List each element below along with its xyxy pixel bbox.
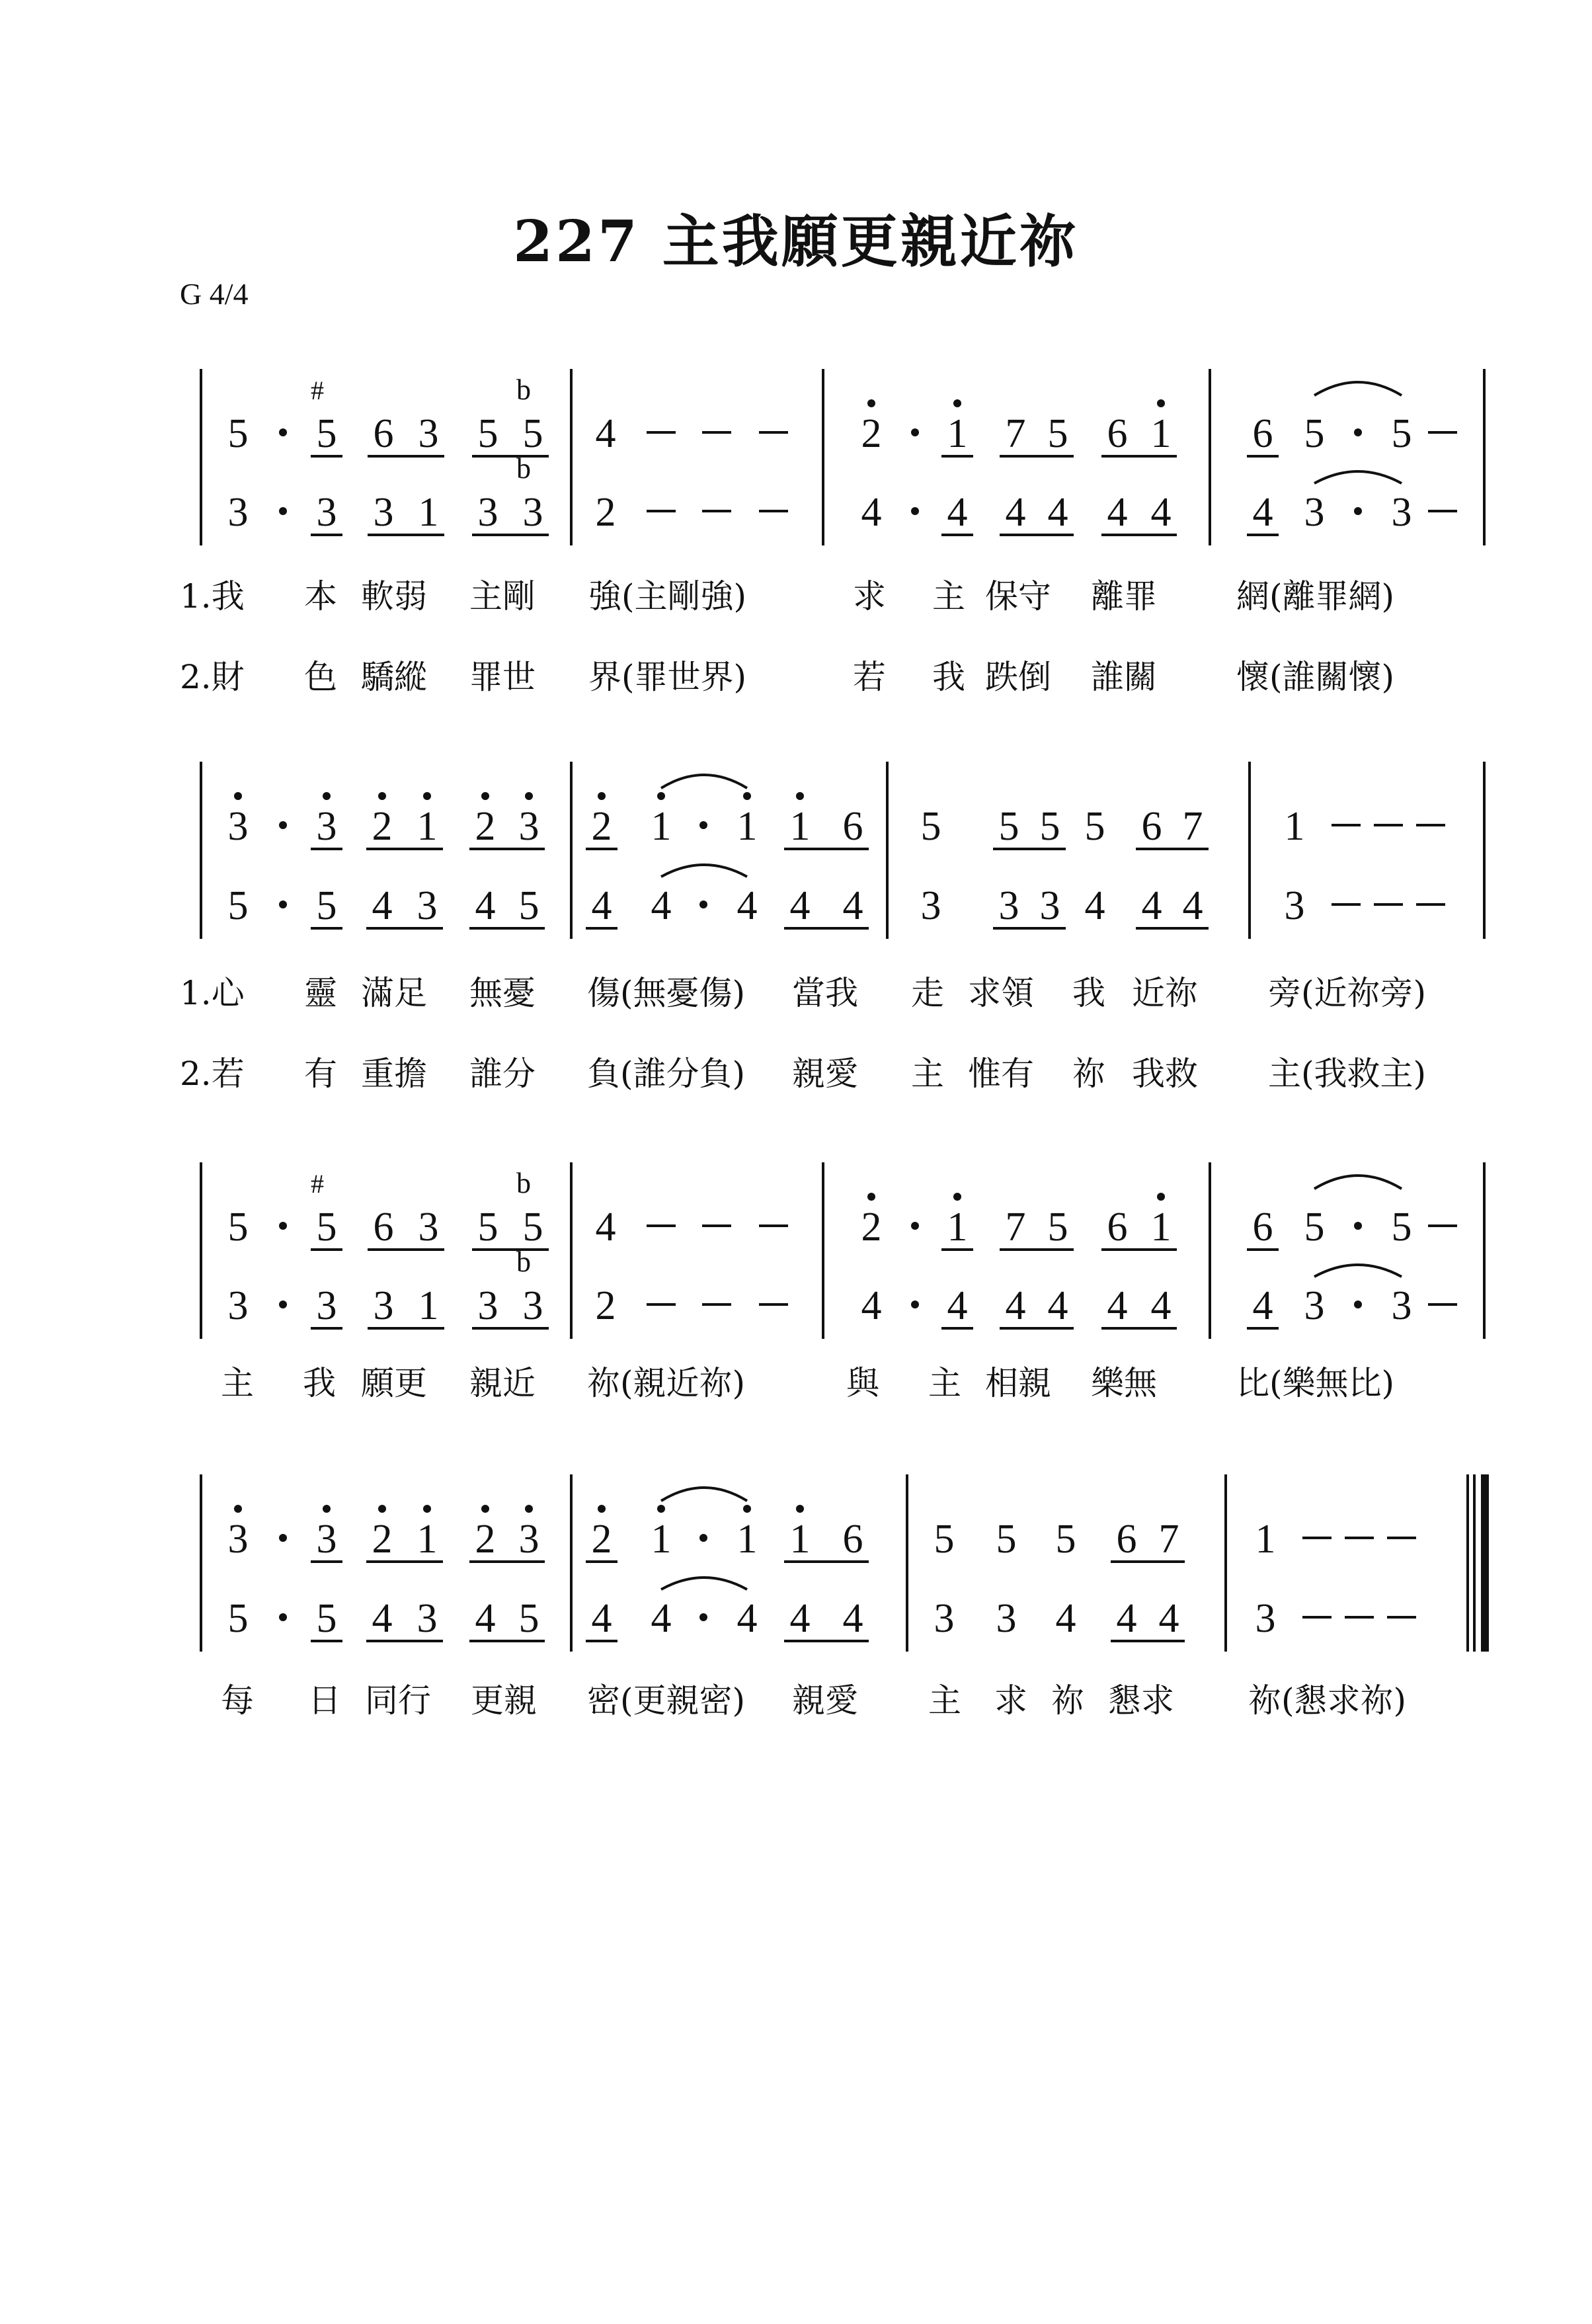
octave-dot	[378, 792, 386, 800]
note-4: 4	[372, 883, 393, 928]
note-4: 4	[651, 1596, 672, 1641]
note-2: 2	[372, 1517, 393, 1562]
note-4: 4	[1150, 1283, 1172, 1328]
note-2: 2	[595, 490, 616, 535]
note-4: 4	[842, 1596, 863, 1641]
note-5: 5	[1304, 411, 1325, 456]
lyric-word: 誰分	[469, 1055, 536, 1093]
note-7: 7	[1005, 411, 1026, 456]
lyric-word: 色	[304, 658, 337, 696]
key-time-signature: G 4/4	[180, 277, 249, 311]
note-1: 1	[1255, 1517, 1276, 1562]
note-3: 3	[227, 490, 249, 535]
note-5: 5	[477, 411, 498, 456]
octave-dot	[423, 1505, 431, 1513]
note-5: 5	[1047, 411, 1068, 456]
lyric-word: 離罪	[1091, 577, 1157, 616]
note-1: 1	[1150, 411, 1172, 456]
dot-mark	[279, 901, 287, 908]
note-4: 4	[947, 490, 968, 535]
note-4: 4	[591, 1596, 612, 1641]
slur-arc	[661, 1488, 747, 1501]
lyric-word: 更親	[471, 1681, 537, 1720]
lyric-word: 祢(懇求祢)	[1248, 1681, 1407, 1720]
note-5: 5	[996, 1517, 1017, 1562]
octave-dot	[743, 792, 751, 800]
flat-accidental: b	[516, 1246, 531, 1278]
slur-arc	[661, 865, 747, 877]
note-4: 4	[1005, 1283, 1026, 1328]
note-4: 4	[1107, 1283, 1128, 1328]
octave-dot	[953, 399, 961, 407]
lyric-word: 本	[304, 577, 337, 616]
note-2: 2	[475, 1517, 496, 1562]
lyric-word: 網(離罪網)	[1236, 577, 1395, 616]
lyric-word: 2.財	[180, 658, 245, 696]
note-3: 3	[417, 883, 438, 928]
note-4: 4	[475, 1596, 496, 1641]
note-4: 4	[1084, 883, 1105, 928]
note-1: 1	[736, 1517, 758, 1562]
lyric-word: 求	[853, 577, 886, 616]
dot-mark	[279, 507, 287, 515]
dot-mark	[1354, 1222, 1362, 1230]
dot-mark	[1354, 428, 1362, 436]
lyric-word: 同行	[365, 1681, 431, 1720]
note-1: 1	[418, 1283, 439, 1328]
note-5: 5	[998, 804, 1019, 849]
note-1: 1	[736, 804, 758, 849]
note-5: 5	[316, 411, 337, 456]
dot-mark	[699, 821, 707, 829]
dot-mark	[279, 1534, 287, 1542]
lyric-word: 負(誰分負)	[587, 1055, 746, 1093]
lyric-word: 樂無	[1091, 1364, 1157, 1402]
note-6: 6	[1252, 411, 1273, 456]
lyric-word: 懇求	[1108, 1681, 1174, 1720]
note-6: 6	[842, 1517, 863, 1562]
note-3: 3	[522, 1283, 543, 1328]
dot-mark	[1354, 507, 1362, 515]
lyric-word: 密(更親密)	[587, 1681, 746, 1720]
lyric-word: 我	[932, 658, 965, 696]
lyric-word: 祢(親近祢)	[587, 1364, 746, 1402]
sharp-accidental: #	[311, 376, 324, 405]
slur-arc	[1314, 471, 1402, 483]
note-6: 6	[1107, 1205, 1128, 1250]
note-1: 1	[789, 1517, 811, 1562]
octave-dot	[657, 792, 665, 800]
lyric-word: 我救	[1132, 1055, 1198, 1093]
lyric-word: 親愛	[792, 1055, 858, 1093]
lyric-word: 走	[911, 974, 944, 1012]
dot-mark	[279, 1301, 287, 1308]
note-4: 4	[591, 883, 612, 928]
dot-mark	[279, 1222, 287, 1230]
lyric-word: 滿足	[361, 974, 427, 1012]
note-3: 3	[934, 1596, 955, 1641]
note-3: 3	[227, 804, 249, 849]
lyric-word: 親近	[469, 1364, 536, 1402]
octave-dot	[598, 1505, 606, 1513]
dot-mark	[699, 1534, 707, 1542]
note-4: 4	[595, 1205, 616, 1250]
note-5: 5	[227, 411, 249, 456]
note-5: 5	[1084, 804, 1105, 849]
note-3: 3	[1391, 490, 1412, 535]
dot-mark	[279, 821, 287, 829]
octave-dot	[481, 1505, 489, 1513]
octave-dot	[481, 792, 489, 800]
note-2: 2	[591, 804, 612, 849]
lyric-word: 若	[853, 658, 886, 696]
note-3: 3	[227, 1283, 249, 1328]
lyric-word: 1.心	[180, 974, 245, 1012]
dot-mark	[699, 1613, 707, 1621]
lyric-word: 主(我救主)	[1268, 1055, 1427, 1093]
note-2: 2	[475, 804, 496, 849]
note-4: 4	[736, 883, 758, 928]
note-5: 5	[1039, 804, 1060, 849]
note-3: 3	[1284, 883, 1305, 928]
note-5: 5	[522, 1205, 543, 1250]
note-3: 3	[477, 1283, 498, 1328]
note-5: 5	[934, 1517, 955, 1562]
lyric-word: 主	[932, 577, 965, 616]
lyric-word: 親愛	[792, 1681, 858, 1720]
lyric-word: 祢	[1072, 1055, 1105, 1093]
note-1: 1	[1284, 804, 1305, 849]
note-5: 5	[1055, 1517, 1076, 1562]
octave-dot	[953, 1193, 961, 1201]
lyric-word: 重擔	[361, 1055, 427, 1093]
lyric-word: 主	[928, 1681, 961, 1720]
lyric-word: 有	[304, 1055, 337, 1093]
note-4: 4	[842, 883, 863, 928]
note-3: 3	[316, 804, 337, 849]
note-3: 3	[418, 1205, 439, 1250]
note-2: 2	[591, 1517, 612, 1562]
note-5: 5	[316, 1205, 337, 1250]
note-4: 4	[736, 1596, 758, 1641]
lyric-word: 跌倒	[985, 658, 1051, 696]
sharp-accidental: #	[311, 1169, 324, 1199]
lyric-word: 日	[308, 1681, 341, 1720]
lyric-word: 罪世	[469, 658, 536, 696]
lyric-word: 求	[994, 1681, 1027, 1720]
dot-mark	[911, 507, 919, 515]
octave-dot	[234, 1505, 242, 1513]
note-5: 5	[518, 883, 539, 928]
note-3: 3	[227, 1517, 249, 1562]
note-3: 3	[1304, 1283, 1325, 1328]
lyric-word: 強(主剛強)	[588, 577, 747, 616]
note-4: 4	[1005, 490, 1026, 535]
note-3: 3	[417, 1596, 438, 1641]
dot-mark	[699, 901, 707, 908]
lyric-word: 惟有	[968, 1055, 1034, 1093]
lyric-word: 我	[303, 1364, 336, 1402]
note-3: 3	[1039, 883, 1060, 928]
octave-dot	[525, 792, 533, 800]
slur-arc	[661, 775, 747, 788]
note-3: 3	[920, 883, 941, 928]
note-2: 2	[595, 1283, 616, 1328]
note-3: 3	[316, 1517, 337, 1562]
octave-dot	[234, 792, 242, 800]
note-5: 5	[316, 1596, 337, 1641]
note-5: 5	[316, 883, 337, 928]
lyric-word: 當我	[792, 974, 858, 1012]
octave-dot	[657, 1505, 665, 1513]
octave-dot	[423, 792, 431, 800]
note-1: 1	[651, 804, 672, 849]
note-3: 3	[522, 490, 543, 535]
note-4: 4	[1107, 490, 1128, 535]
octave-dot	[743, 1505, 751, 1513]
lyric-word: 我	[1072, 974, 1105, 1012]
lyric-word: 懷(誰關懷)	[1236, 658, 1395, 696]
note-5: 5	[1304, 1205, 1325, 1250]
note-3: 3	[518, 804, 539, 849]
lyric-word: 相親	[985, 1364, 1051, 1402]
octave-dot	[323, 792, 331, 800]
note-5: 5	[1047, 1205, 1068, 1250]
lyric-word: 主	[911, 1055, 944, 1093]
dot-mark	[911, 1301, 919, 1308]
slur-arc	[1314, 382, 1402, 395]
note-4: 4	[651, 883, 672, 928]
note-3: 3	[998, 883, 1019, 928]
note-5: 5	[1391, 411, 1412, 456]
note-5: 5	[477, 1205, 498, 1250]
octave-dot	[323, 1505, 331, 1513]
note-5: 5	[522, 411, 543, 456]
note-1: 1	[789, 804, 811, 849]
note-6: 6	[1107, 411, 1128, 456]
note-4: 4	[861, 490, 882, 535]
note-3: 3	[518, 1517, 539, 1562]
note-3: 3	[1304, 490, 1325, 535]
note-6: 6	[842, 804, 863, 849]
note-3: 3	[996, 1596, 1017, 1641]
lyric-word: 主剛	[469, 577, 536, 616]
note-4: 4	[475, 883, 496, 928]
note-4: 4	[595, 411, 616, 456]
octave-dot	[796, 792, 804, 800]
note-6: 6	[1252, 1205, 1273, 1250]
dot-mark	[911, 1222, 919, 1230]
octave-dot	[525, 1505, 533, 1513]
note-2: 2	[861, 411, 882, 456]
note-3: 3	[418, 411, 439, 456]
lyric-word: 界(罪世界)	[588, 658, 747, 696]
dot-mark	[1354, 1301, 1362, 1308]
slur-arc	[1314, 1265, 1402, 1277]
lyric-word: 保守	[985, 577, 1051, 616]
note-1: 1	[1150, 1205, 1172, 1250]
note-4: 4	[1116, 1596, 1137, 1641]
note-4: 4	[1182, 883, 1203, 928]
lyric-word: 2.若	[180, 1055, 245, 1093]
note-4: 4	[1150, 490, 1172, 535]
flat-accidental: b	[516, 452, 531, 485]
note-4: 4	[789, 883, 811, 928]
note-5: 5	[518, 1596, 539, 1641]
note-7: 7	[1158, 1517, 1179, 1562]
slur-arc	[661, 1578, 747, 1589]
octave-dot	[867, 1193, 875, 1201]
note-6: 6	[373, 411, 394, 456]
dot-mark	[911, 428, 919, 436]
lyric-word: 軟弱	[361, 577, 427, 616]
dot-mark	[279, 428, 287, 436]
note-4: 4	[1047, 490, 1068, 535]
note-3: 3	[1391, 1283, 1412, 1328]
note-7: 7	[1182, 804, 1203, 849]
note-3: 3	[477, 490, 498, 535]
hymn-title: 227 主我願更親近祢	[513, 208, 1079, 275]
note-4: 4	[1252, 1283, 1273, 1328]
note-1: 1	[947, 411, 968, 456]
slur-arc	[1314, 1176, 1402, 1189]
note-5: 5	[227, 1596, 249, 1641]
octave-dot	[598, 792, 606, 800]
lyric-word: 誰關	[1091, 658, 1157, 696]
lyric-word: 比(樂無比)	[1236, 1364, 1395, 1402]
note-4: 4	[1141, 883, 1162, 928]
lyric-word: 與	[846, 1364, 879, 1402]
note-1: 1	[947, 1205, 968, 1250]
note-1: 1	[418, 490, 439, 535]
lyric-word: 祢	[1051, 1681, 1084, 1720]
note-5: 5	[920, 804, 941, 849]
lyric-word: 主	[928, 1364, 961, 1402]
lyric-word: 無憂	[469, 974, 536, 1012]
note-4: 4	[789, 1596, 811, 1641]
octave-dot	[867, 399, 875, 407]
note-1: 1	[417, 1517, 438, 1562]
lyric-word: 願更	[361, 1364, 427, 1402]
note-4: 4	[1158, 1596, 1179, 1641]
note-1: 1	[417, 804, 438, 849]
note-2: 2	[861, 1205, 882, 1250]
note-4: 4	[861, 1283, 882, 1328]
note-2: 2	[372, 804, 393, 849]
lyric-word: 1.我	[180, 577, 245, 616]
octave-dot	[1157, 1193, 1165, 1201]
flat-accidental: b	[516, 374, 531, 406]
lyric-word: 靈	[304, 974, 337, 1012]
note-4: 4	[1252, 490, 1273, 535]
note-6: 6	[1116, 1517, 1137, 1562]
note-4: 4	[1047, 1283, 1068, 1328]
note-5: 5	[1391, 1205, 1412, 1250]
note-4: 4	[1055, 1596, 1076, 1641]
note-3: 3	[316, 1283, 337, 1328]
note-6: 6	[373, 1205, 394, 1250]
octave-dot	[796, 1505, 804, 1513]
lyric-word: 主	[221, 1364, 254, 1402]
lyric-word: 求領	[968, 974, 1034, 1012]
note-3: 3	[373, 490, 394, 535]
note-1: 1	[651, 1517, 672, 1562]
note-7: 7	[1005, 1205, 1026, 1250]
note-3: 3	[316, 490, 337, 535]
note-3: 3	[373, 1283, 394, 1328]
lyric-word: 旁(近祢旁)	[1268, 974, 1427, 1012]
octave-dot	[378, 1505, 386, 1513]
note-3: 3	[1255, 1596, 1276, 1641]
octave-dot	[1157, 399, 1165, 407]
flat-accidental: b	[516, 1167, 531, 1199]
lyric-word: 驕縱	[361, 658, 427, 696]
note-4: 4	[372, 1596, 393, 1641]
lyric-word: 每	[221, 1681, 254, 1720]
note-5: 5	[227, 883, 249, 928]
note-4: 4	[947, 1283, 968, 1328]
dot-mark	[279, 1613, 287, 1621]
note-6: 6	[1141, 804, 1162, 849]
note-5: 5	[227, 1205, 249, 1250]
lyric-word: 傷(無憂傷)	[587, 974, 746, 1012]
lyric-word: 近祢	[1132, 974, 1198, 1012]
